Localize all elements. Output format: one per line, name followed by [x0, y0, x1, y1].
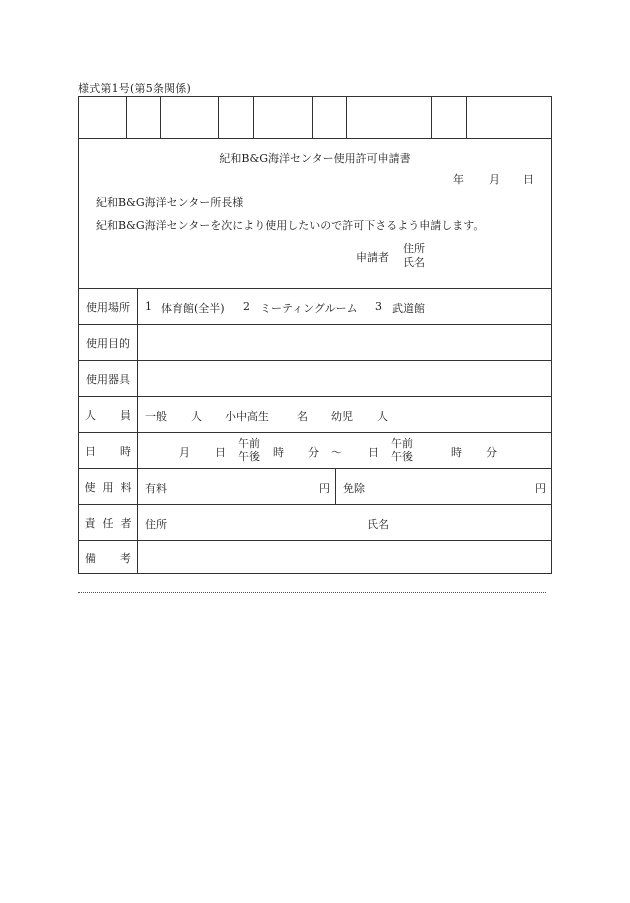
row-equipment [79, 360, 551, 396]
am-pm-choice[interactable] [238, 437, 260, 463]
name-label: 氏名 [403, 256, 425, 269]
responsible-name-label: 氏名 [367, 518, 389, 531]
row-people [79, 396, 551, 432]
place-option-gym[interactable]: 体育館(全半) [161, 302, 225, 315]
date-year-label: 年 [453, 173, 464, 186]
row-label [79, 505, 138, 540]
place-option-1-number: 1 [145, 300, 152, 313]
label-char: 日 [85, 444, 96, 458]
students-unit: 名 [297, 410, 308, 423]
blank-cell[interactable] [347, 97, 432, 138]
blank-cell[interactable] [432, 97, 467, 138]
label-char: 時 [120, 444, 131, 458]
blank-cell[interactable] [254, 97, 313, 138]
am-label: 午前 [391, 437, 413, 450]
row-label [79, 397, 138, 432]
header-blank-cells [78, 96, 552, 139]
responsible-address-label: 住所 [145, 518, 167, 531]
row-place [79, 288, 551, 324]
row-label [79, 541, 138, 574]
addressee: 紀和B&G海洋センター所長様 [96, 196, 244, 209]
place-option-2-number: 2 [243, 300, 250, 313]
row-fee [79, 468, 551, 504]
label-char: 員 [120, 408, 131, 422]
label-char: 責 [84, 516, 96, 530]
remarks-field[interactable] [139, 541, 551, 574]
row-label: 使用目的 [79, 325, 138, 360]
fee-divider [335, 469, 336, 504]
row-label [79, 433, 138, 468]
general-label: 一般 [145, 410, 167, 423]
blank-cell[interactable] [161, 97, 219, 138]
students-label: 小中高生 [225, 410, 269, 423]
label-char: 任 [102, 516, 114, 530]
label-char: 使 [84, 480, 96, 494]
label-char: 考 [120, 551, 131, 565]
form-number-caption: 様式第1号(第5条関係) [78, 82, 191, 95]
paid-yen-unit: 円 [319, 482, 330, 495]
minute-label: 分 [308, 446, 319, 459]
applicant-fields [403, 242, 425, 270]
infants-unit: 人 [377, 410, 388, 423]
row-responsible [79, 504, 551, 540]
label-char: 料 [120, 480, 132, 494]
month-label: 月 [179, 446, 190, 459]
am-pm-choice-end[interactable] [391, 437, 413, 463]
row-datetime [79, 432, 551, 468]
end-hour-label: 時 [451, 446, 462, 459]
place-option-meeting-room[interactable]: ミーティングルーム [260, 302, 358, 315]
label-char: 者 [120, 516, 132, 530]
pm-label: 午後 [238, 450, 260, 463]
application-section [78, 138, 552, 289]
date-day-label: 日 [523, 173, 534, 186]
label-char: 人 [85, 408, 96, 422]
form-title: 紀和B&G海洋センター使用許可申請書 [219, 152, 411, 165]
hour-label: 時 [273, 446, 284, 459]
label-char: 備 [85, 551, 96, 565]
paid-label: 有料 [145, 482, 167, 495]
end-minute-label: 分 [486, 446, 497, 459]
row-purpose [79, 324, 551, 360]
label-char: 用 [102, 480, 114, 494]
blank-cell[interactable] [467, 97, 551, 138]
usage-table [78, 288, 552, 574]
date-month-label: 月 [489, 173, 500, 186]
pm-label: 午後 [391, 450, 413, 463]
general-unit: 人 [191, 410, 202, 423]
purpose-field[interactable] [139, 325, 551, 360]
cut-line-divider [78, 592, 546, 593]
blank-cell[interactable] [219, 97, 254, 138]
end-day-label: 日 [368, 446, 379, 459]
am-label: 午前 [238, 437, 260, 450]
place-option-budokan[interactable]: 武道館 [392, 302, 425, 315]
day-label: 日 [215, 446, 226, 459]
row-remarks [79, 540, 551, 574]
row-label: 使用器具 [79, 361, 138, 396]
range-tilde: 〜 [331, 446, 342, 459]
row-label [79, 469, 138, 504]
equipment-field[interactable] [139, 361, 551, 396]
applicant-label: 申請者 [356, 251, 389, 264]
blank-cell[interactable] [127, 97, 161, 138]
place-option-3-number: 3 [375, 300, 382, 313]
blank-cell[interactable] [313, 97, 347, 138]
request-statement: 紀和B&G海洋センターを次により使用したいので許可下さるよう申請します。 [96, 219, 485, 232]
exempt-yen-unit: 円 [535, 482, 546, 495]
blank-cell[interactable] [79, 97, 127, 138]
infants-label: 幼児 [331, 410, 353, 423]
address-label: 住所 [403, 242, 425, 255]
row-label: 使用場所 [79, 289, 138, 324]
exempt-label: 免除 [343, 482, 365, 495]
